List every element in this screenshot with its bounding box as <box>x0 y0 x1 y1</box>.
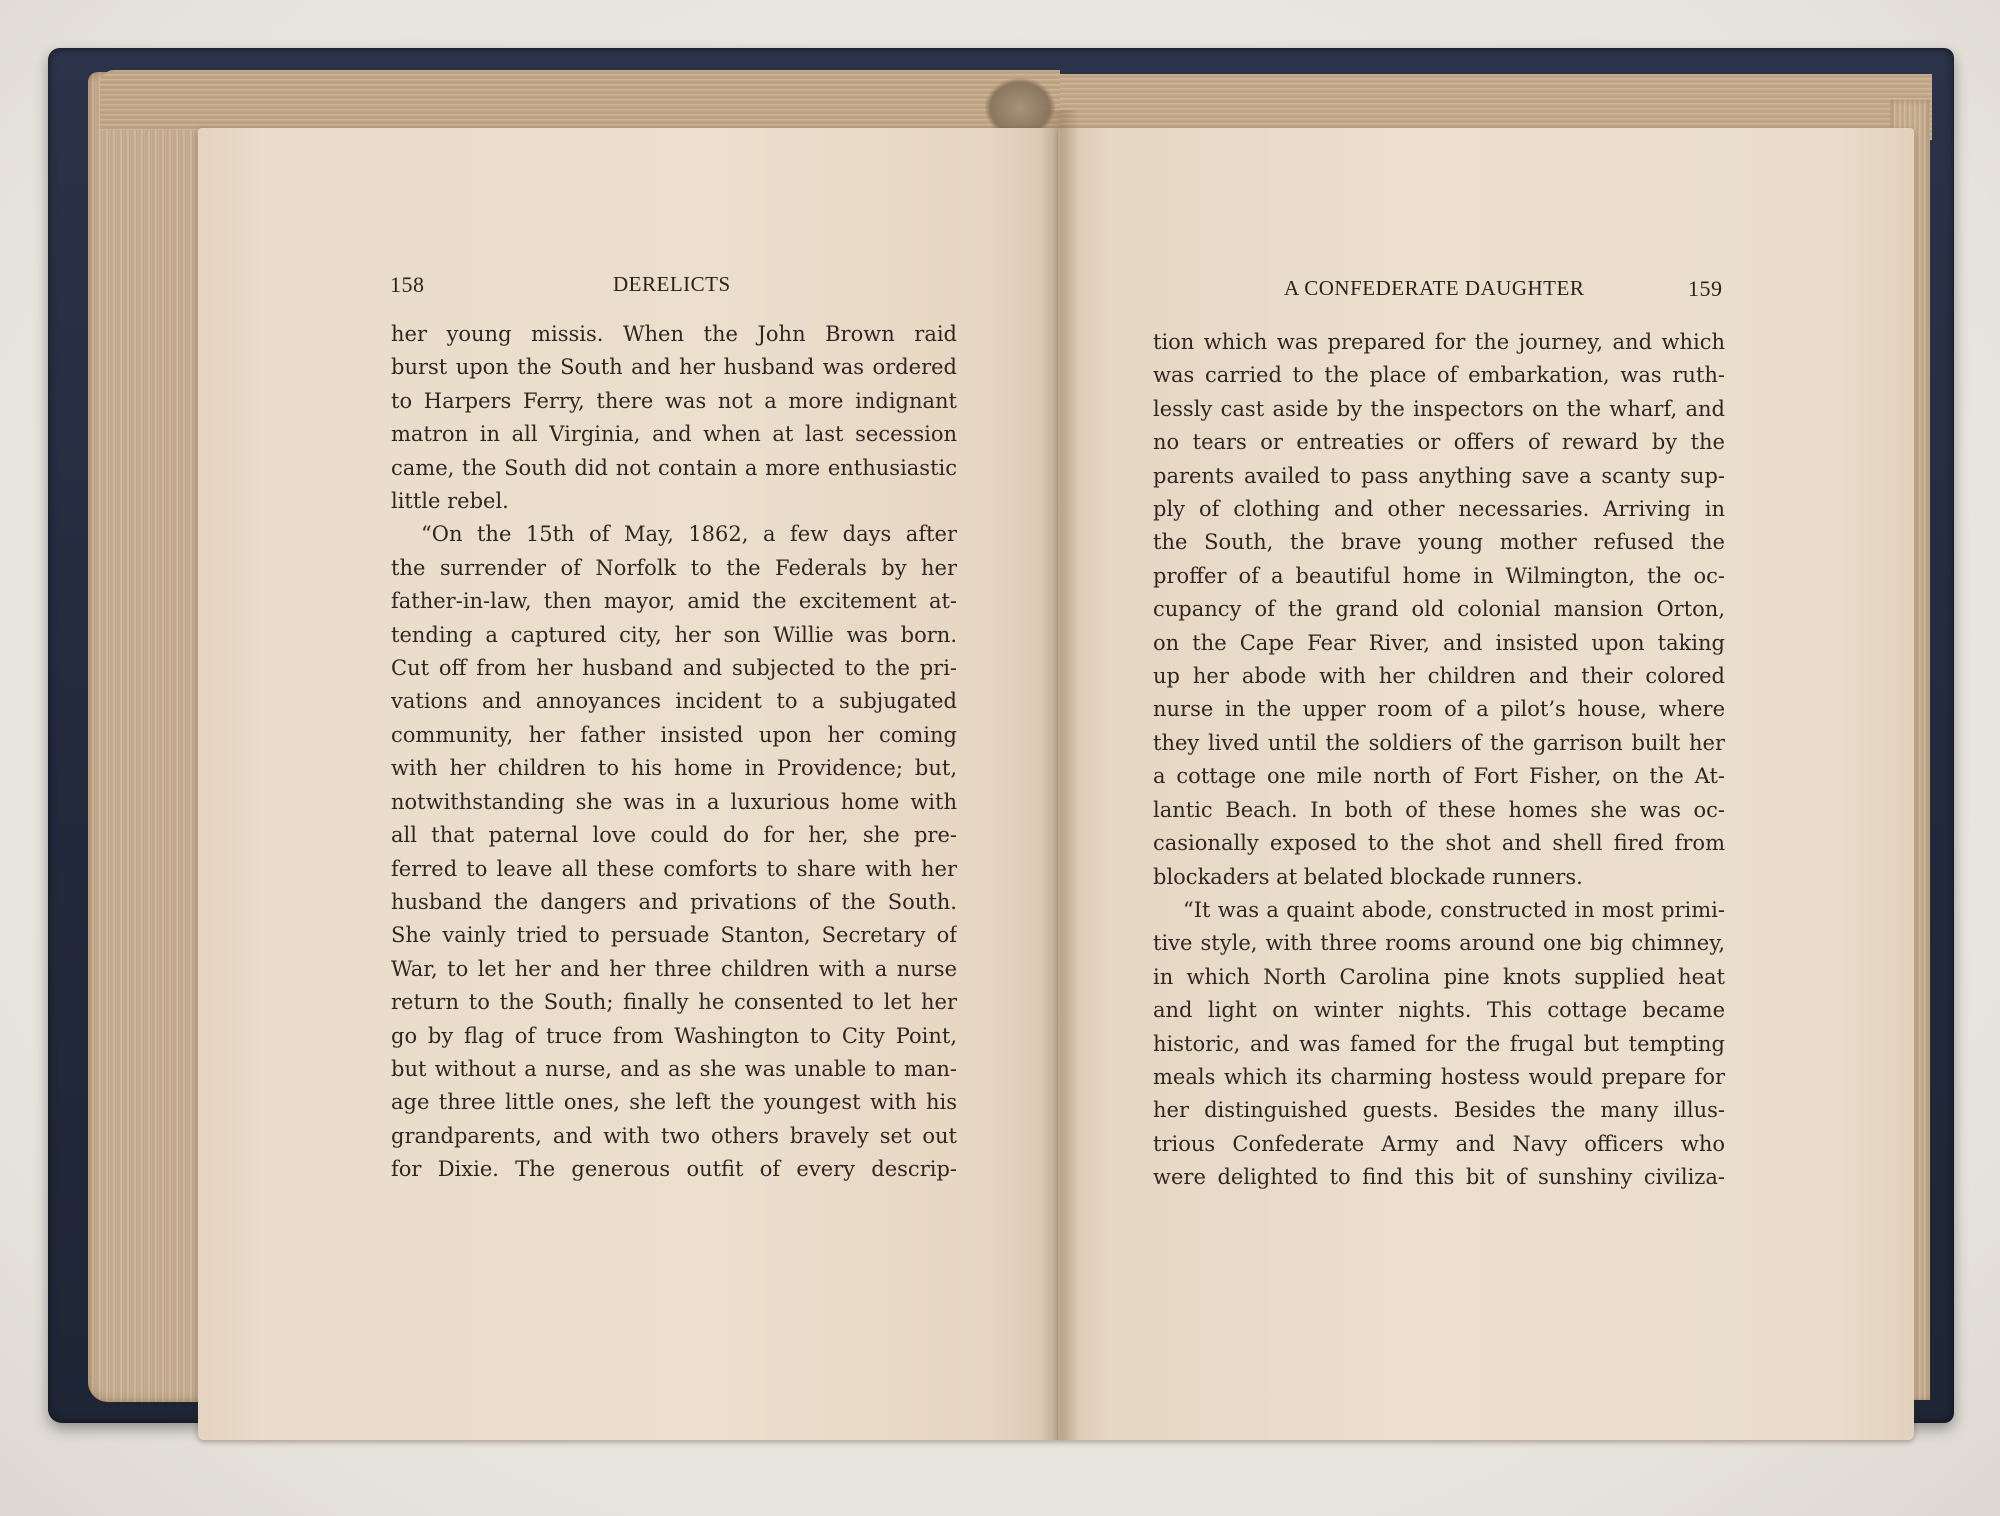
text-line: She vainly tried to persuade Stanton, Secretary of <box>391 923 957 948</box>
text-line: the South, the brave young mother refused the <box>1153 530 1725 555</box>
text-line: the surrender of Norfolk to the Federals by her <box>391 555 957 580</box>
text-line: her young missis. When the John Brown raid <box>391 322 957 346</box>
right-page-number: 159 <box>1688 276 1723 301</box>
text-line: parents availed to pass anything save a scanty sup- <box>1153 463 1725 488</box>
text-line: nurse in the upper room of a pilot’s house, where <box>1153 697 1725 722</box>
text-line: notwithstanding she was in a luxurious home with <box>391 789 957 814</box>
text-line: ply of clothing and other necessaries. Arriving in <box>1153 497 1725 522</box>
text-line: burst upon the South and her husband was ordered <box>391 355 957 380</box>
text-line: “On the 15th of May, 1862, a few days after <box>421 522 957 547</box>
left-page-text <box>391 318 957 1187</box>
text-line: father-in-law, then mayor, amid the excitement at- <box>391 589 957 614</box>
text-line: little rebel. <box>391 489 509 514</box>
text-line: husband the dangers and privations of the South. <box>391 889 957 914</box>
left-page-number: 158 <box>390 272 425 297</box>
text-line: matron in all Virginia, and when at last secession <box>391 422 957 447</box>
left-page-stack-top <box>100 70 1060 130</box>
text-line: Cut off from her husband and subjected to the pri- <box>391 656 957 681</box>
text-line: they lived until the soldiers of the garrison built her <box>1153 730 1725 755</box>
text-line: all that paternal love could do for her, she pre- <box>391 823 957 848</box>
text-line: blockaders at belated blockade runners. <box>1153 864 1583 889</box>
text-line: grandparents, and with two others bravely set out <box>391 1123 957 1148</box>
text-line: in which North Carolina pine knots supplied heat <box>1153 964 1725 989</box>
text-line: was carried to the place of embarkation, was ruth- <box>1153 363 1725 388</box>
text-line: casionally exposed to the shot and shell fired from <box>1153 831 1725 856</box>
left-running-head: DERELICTS <box>613 272 731 296</box>
text-line: trious Confederate Army and Navy officers who <box>1153 1131 1725 1156</box>
text-line: tending a captured city, her son Willie was born. <box>391 622 957 647</box>
book-headband <box>985 78 1055 128</box>
right-page-text <box>1153 326 1725 1195</box>
text-line: no tears or entreaties or offers of reward by the <box>1153 430 1725 455</box>
text-line: War, to let her and her three children with a nurse <box>391 956 957 981</box>
text-line: tion which was prepared for the journey, and which <box>1153 330 1725 354</box>
text-line: meals which its charming hostess would prepare for <box>1153 1064 1725 1089</box>
text-line: a cottage one mile north of Fort Fisher, on the At- <box>1153 764 1725 789</box>
text-line: on the Cape Fear River, and insisted upon taking <box>1153 630 1725 655</box>
text-line: tive style, with three rooms around one big chimney, <box>1153 931 1725 956</box>
text-line: her distinguished guests. Besides the many illus- <box>1153 1098 1725 1123</box>
text-line: community, her father insisted upon her coming <box>391 722 957 747</box>
text-line: ferred to leave all these comforts to share with her <box>391 856 957 881</box>
text-line: for Dixie. The generous outfit of every descrip- <box>391 1157 957 1182</box>
text-line: return to the South; finally he consented to let her <box>391 990 957 1015</box>
text-line: to Harpers Ferry, there was not a more indignant <box>391 388 957 413</box>
right-running-head: A CONFEDERATE DAUGHTER <box>1284 276 1585 300</box>
text-line: were delighted to find this bit of sunshiny civiliza- <box>1153 1165 1725 1190</box>
text-line: and light on winter nights. This cottage became <box>1153 998 1725 1023</box>
text-line: lantic Beach. In both of these homes she was oc- <box>1153 797 1725 822</box>
text-line: proffer of a beautiful home in Wilmington, the oc- <box>1153 563 1725 588</box>
text-line: up her abode with her children and their colored <box>1153 664 1725 689</box>
text-line: historic, and was famed for the frugal but tempting <box>1153 1031 1725 1056</box>
text-line: “It was a quaint abode, constructed in most primi- <box>1183 897 1725 922</box>
text-line: go by flag of truce from Washington to City Point, <box>391 1023 957 1048</box>
text-line: vations and annoyances incident to a subjugated <box>391 689 957 714</box>
text-line: cupancy of the grand old colonial mansion Orton, <box>1153 597 1725 622</box>
text-line: age three little ones, she left the youngest with his <box>391 1090 957 1115</box>
text-line: with her children to his home in Providence; but, <box>391 756 957 781</box>
text-line: but without a nurse, and as she was unable to man- <box>391 1056 957 1081</box>
text-line: lessly cast aside by the inspectors on the wharf, and <box>1153 396 1725 421</box>
text-line: came, the South did not contain a more enthusiastic <box>391 455 957 480</box>
